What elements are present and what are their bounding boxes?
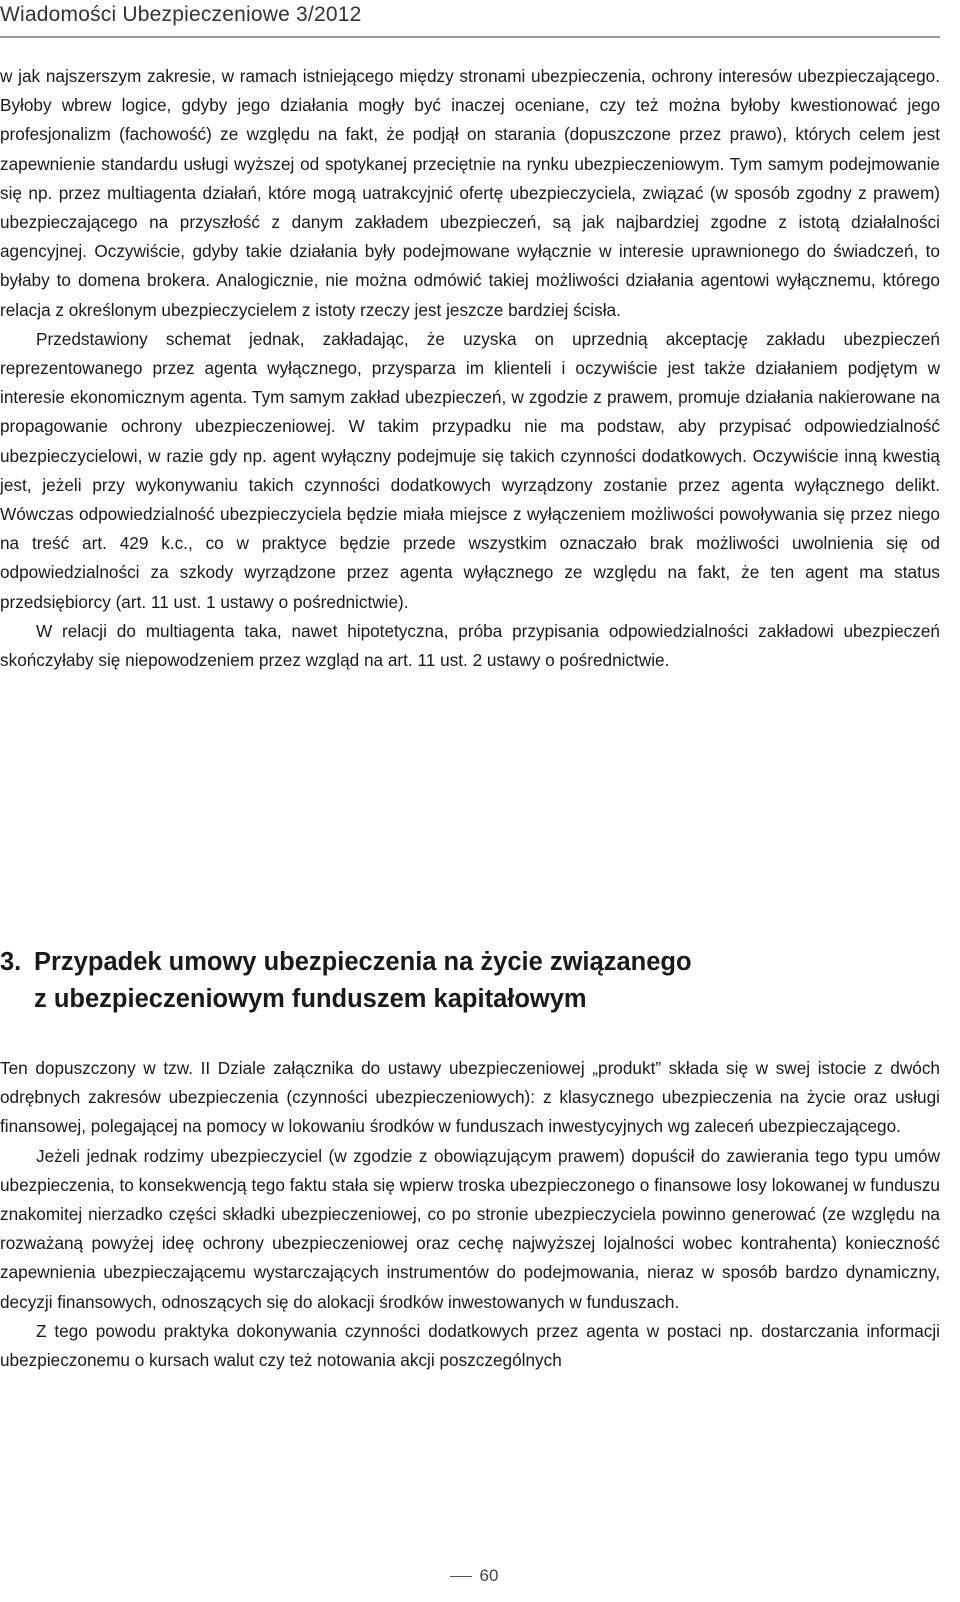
page-footer bbox=[0, 1566, 940, 1586]
paragraph: Z tego powodu praktyka dokonywania czynności dodatkowych przez agenta w postaci np. dostarczania informacji ubezpieczonemu o kursach walut czy też notowania akcji poszczególnych bbox=[0, 1320, 940, 1371]
section-title-line1: Przypadek umowy ubezpieczenia na życie związanego bbox=[34, 948, 692, 976]
paragraph: Przedstawiony schemat jednak, zakładając, że uzyska on uprzednią akceptację zakładu ubezpieczeń reprezentowanego przez agenta wyłącznego, przysparza im klienteli i oczywiście jest także działaniem podjętym w interesie ekonomicznym agenta. Tym samym zakład ubezpieczeń, w zgodzie z prawem, promuje działania nakierowane na propagowanie ochrony ubezpieczeniowej. W takim przypadku nie ma podstaw, aby przypisać odpowiedzialność ubezpieczycielowi, w razie gdy np. agent wyłączny podejmuje się takich czynności dodatkowych. Oczywiście inną kwestią jest, jeżeli przy wykonywaniu takich czynności dodatkowych wyrządzony zostanie przez agenta wyłącznego delikt. Wówczas odpowiedzialność ubezpieczyciela będzie miała miejsce z wyłączeniem możliwości powoływania się przez niego na treść art. 429 k.c., co w praktyce będzie przede wszystkim oznaczało brak możliwości uwolnienia się od odpowiedzialności za szkody wyrządzone przez agenta wyłącznego ze względu na fakt, że ten agent ma status przedsiębiorcy (art. 11 ust. 1 ustawy o pośrednictwie). bbox=[0, 328, 940, 612]
header-divider bbox=[0, 36, 940, 38]
section-title-line2: z ubezpieczeniowym funduszem kapitałowym bbox=[34, 985, 587, 1013]
text-block-upper bbox=[0, 62, 940, 675]
section-number: 3. bbox=[0, 948, 22, 976]
text-block-lower bbox=[0, 1054, 940, 1375]
footer-dash bbox=[450, 1576, 472, 1577]
paragraph: Ten dopuszczony w tzw. II Dziale załącznika do ustawy ubezpieczeniowej „produkt” składa się w swej istocie z dwóch odrębnych zakresów ubezpieczenia (czynności ubezpieczeniowych): z klasycznego ubezpieczenia na życie oraz usługi finansowej, polegającej na pomocy w lokowaniu środków w funduszach inwestycyjnych wg zaleceń ubezpieczającego. bbox=[0, 1058, 940, 1137]
paragraph: W relacji do multiagenta taka, nawet hipotetyczna, próba przypisania odpowiedzialności zakładowi ubezpieczeń skończyłaby się niepowodzeniem przez wzgląd na art. 11 ust. 2 ustawy o pośrednictwie. bbox=[0, 620, 940, 671]
running-header: Wiadomości Ubezpieczeniowe 3/2012 bbox=[0, 3, 362, 26]
paragraph: Jeżeli jednak rodzimy ubezpieczyciel (w zgodzie z obowiązującym prawem) dopuścił do zawierania tego typu umów ubezpieczenia, to konsekwencją tego faktu stała się wpierw troska ubezpieczonego o finansowe losy lokowanej w funduszu znakomitej nierzadko części składki ubezpieczeniowej, co po stronie ubezpieczyciela powinno generować (ze względu na rozważaną powyżej ideę ochrony ubezpieczeniowej oraz cechę najwyższej lojalności wobec kontrahenta) konieczność zapewnienia ubezpieczającemu wystarczających instrumentów do podejmowania, nieraz w sposób bardzo dynamiczny, decyzji finansowych, odnoszących się do alokacji środków inwestowanych w funduszach. bbox=[0, 1145, 940, 1312]
section-heading bbox=[0, 944, 900, 1018]
paragraph: w jak najszerszym zakresie, w ramach istniejącego między stronami ubezpieczenia, ochrony interesów ubezpieczającego. Byłoby wbrew logice, gdyby jego działania mogły być inaczej oceniane, czy też można byłoby kwestionować jego profesjonalizm (fachowość) ze względu na fakt, że podjął on starania (dopuszczone przez prawo), których celem jest zapewnienie standardu usługi wyższej od spotykanej przeciętnie na rynku ubezpieczeniowym. Tym samym podejmowanie się np. przez multiagenta działań, które mogą uatrakcyjnić ofertę ubezpieczyciela, związać (w sposób zgodny z prawem) ubezpieczającego na przyszłość z danym zakładem ubezpieczeń, są jak najbardziej zgodne z istotą działalności agencyjnej. Oczywiście, gdyby takie działania były podejmowane wyłącznie w interesie uprawnionego do świadczeń, to byłaby to domena brokera. Analogicznie, nie można odmówić takiej możliwości działania agentowi wyłącznemu, którego relacja z określonym ubezpieczycielem z istoty rzeczy jest jeszcze bardziej ścisła. bbox=[0, 66, 940, 320]
page-number: 60 bbox=[479, 1566, 499, 1585]
